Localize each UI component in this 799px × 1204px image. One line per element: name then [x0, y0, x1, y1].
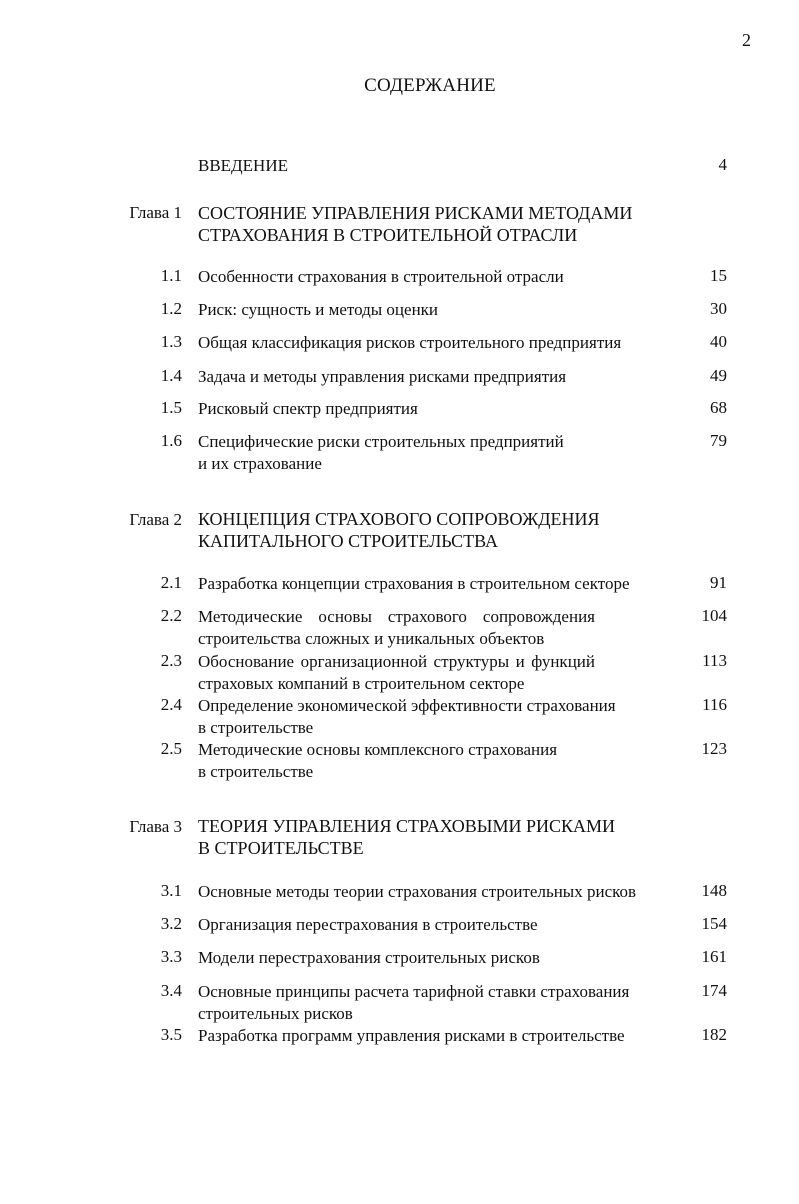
section-title: строительства сложных и уникальных объектов [198, 629, 545, 648]
section-page: 174 [701, 981, 727, 1000]
section-title: Разработка программ управления рисками в строительстве [198, 1026, 625, 1045]
section-number: 2.3 [160, 651, 182, 670]
chapter-label: Глава 2 [129, 510, 182, 529]
page-title: СОДЕРЖАНИЕ [364, 75, 496, 96]
section-page: 182 [701, 1025, 727, 1044]
section-title: Организация перестрахования в строительстве [198, 915, 538, 934]
section-page: 79 [710, 431, 727, 450]
section-title: Риск: сущность и методы оценки [198, 300, 439, 319]
section-title: в строительстве [198, 762, 314, 781]
section-title: Разработка концепции страхования в строительном секторе [198, 574, 630, 593]
intro-title: ВВЕДЕНИЕ [198, 156, 288, 175]
section-page: 161 [701, 947, 727, 966]
section-title: и их страхование [198, 454, 322, 473]
section-title: Определение экономической эффективности страхования [198, 696, 616, 715]
section-page: 113 [702, 651, 727, 670]
section-page: 148 [701, 881, 727, 900]
section-title: Задача и методы управления рисками предприятия [198, 367, 567, 386]
section-number: 3.5 [160, 1025, 182, 1044]
section-number: 2.2 [160, 606, 182, 625]
section-title: Методические основы комплексного страхования [198, 740, 558, 759]
section-page: 30 [710, 299, 727, 318]
section-number: 3.4 [160, 981, 182, 1000]
section-page: 68 [710, 398, 727, 417]
section-page: 15 [710, 266, 727, 285]
section-title: Методические основы страхового сопровождения [198, 607, 595, 626]
section-number: 3.2 [160, 914, 182, 933]
chapter-title-line: СОСТОЯНИЕ УПРАВЛЕНИЯ РИСКАМИ МЕТОДАМИ [198, 203, 633, 223]
section-number: 1.4 [160, 366, 182, 385]
section-number: 1.5 [160, 398, 182, 417]
intro-page: 4 [718, 155, 727, 174]
section-number: 3.3 [160, 947, 182, 966]
section-title: Основные методы теории страхования строительных рисков [198, 882, 637, 901]
section-title: Обоснование организационной структуры и функций [198, 652, 595, 671]
section-number: 2.1 [160, 573, 182, 592]
section-number: 1.1 [160, 266, 182, 285]
section-title: Особенности страхования в строительной отрасли [198, 267, 564, 286]
section-number: 2.4 [160, 695, 182, 714]
chapter-title-line: КОНЦЕПЦИЯ СТРАХОВОГО СОПРОВОЖДЕНИЯ [198, 509, 600, 529]
page-number: 2 [742, 30, 751, 50]
chapter-label: Глава 1 [129, 203, 182, 222]
section-page: 116 [702, 695, 727, 714]
section-title: страховых компаний в строительном секторе [198, 674, 525, 693]
section-number: 1.2 [160, 299, 182, 318]
section-number: 1.3 [160, 332, 182, 351]
section-title: в строительстве [198, 718, 314, 737]
section-title: Основные принципы расчета тарифной ставки страхования [198, 982, 630, 1001]
chapter-title-line: КАПИТАЛЬНОГО СТРОИТЕЛЬСТВА [198, 531, 499, 551]
section-title: строительных рисков [198, 1004, 353, 1023]
section-page: 91 [710, 573, 727, 592]
chapter-title-line: В СТРОИТЕЛЬСТВЕ [198, 838, 364, 858]
chapter-title-line: СТРАХОВАНИЯ В СТРОИТЕЛЬНОЙ ОТРАСЛИ [198, 225, 578, 245]
section-title: Рисковый спектр предприятия [198, 399, 418, 418]
section-page: 154 [701, 914, 727, 933]
section-number: 1.6 [160, 431, 182, 450]
chapter-title-line: ТЕОРИЯ УПРАВЛЕНИЯ СТРАХОВЫМИ РИСКАМИ [198, 816, 616, 836]
chapter-label: Глава 3 [129, 817, 182, 836]
section-page: 40 [710, 332, 727, 351]
section-page: 104 [701, 606, 727, 625]
section-title: Общая классификация рисков строительного предприятия [198, 333, 622, 352]
section-number: 2.5 [160, 739, 182, 758]
section-page: 123 [701, 739, 727, 758]
section-title: Специфические риски строительных предприятий [198, 432, 564, 451]
section-number: 3.1 [160, 881, 182, 900]
section-title: Модели перестрахования строительных рисков [198, 948, 540, 967]
section-page: 49 [710, 366, 727, 385]
